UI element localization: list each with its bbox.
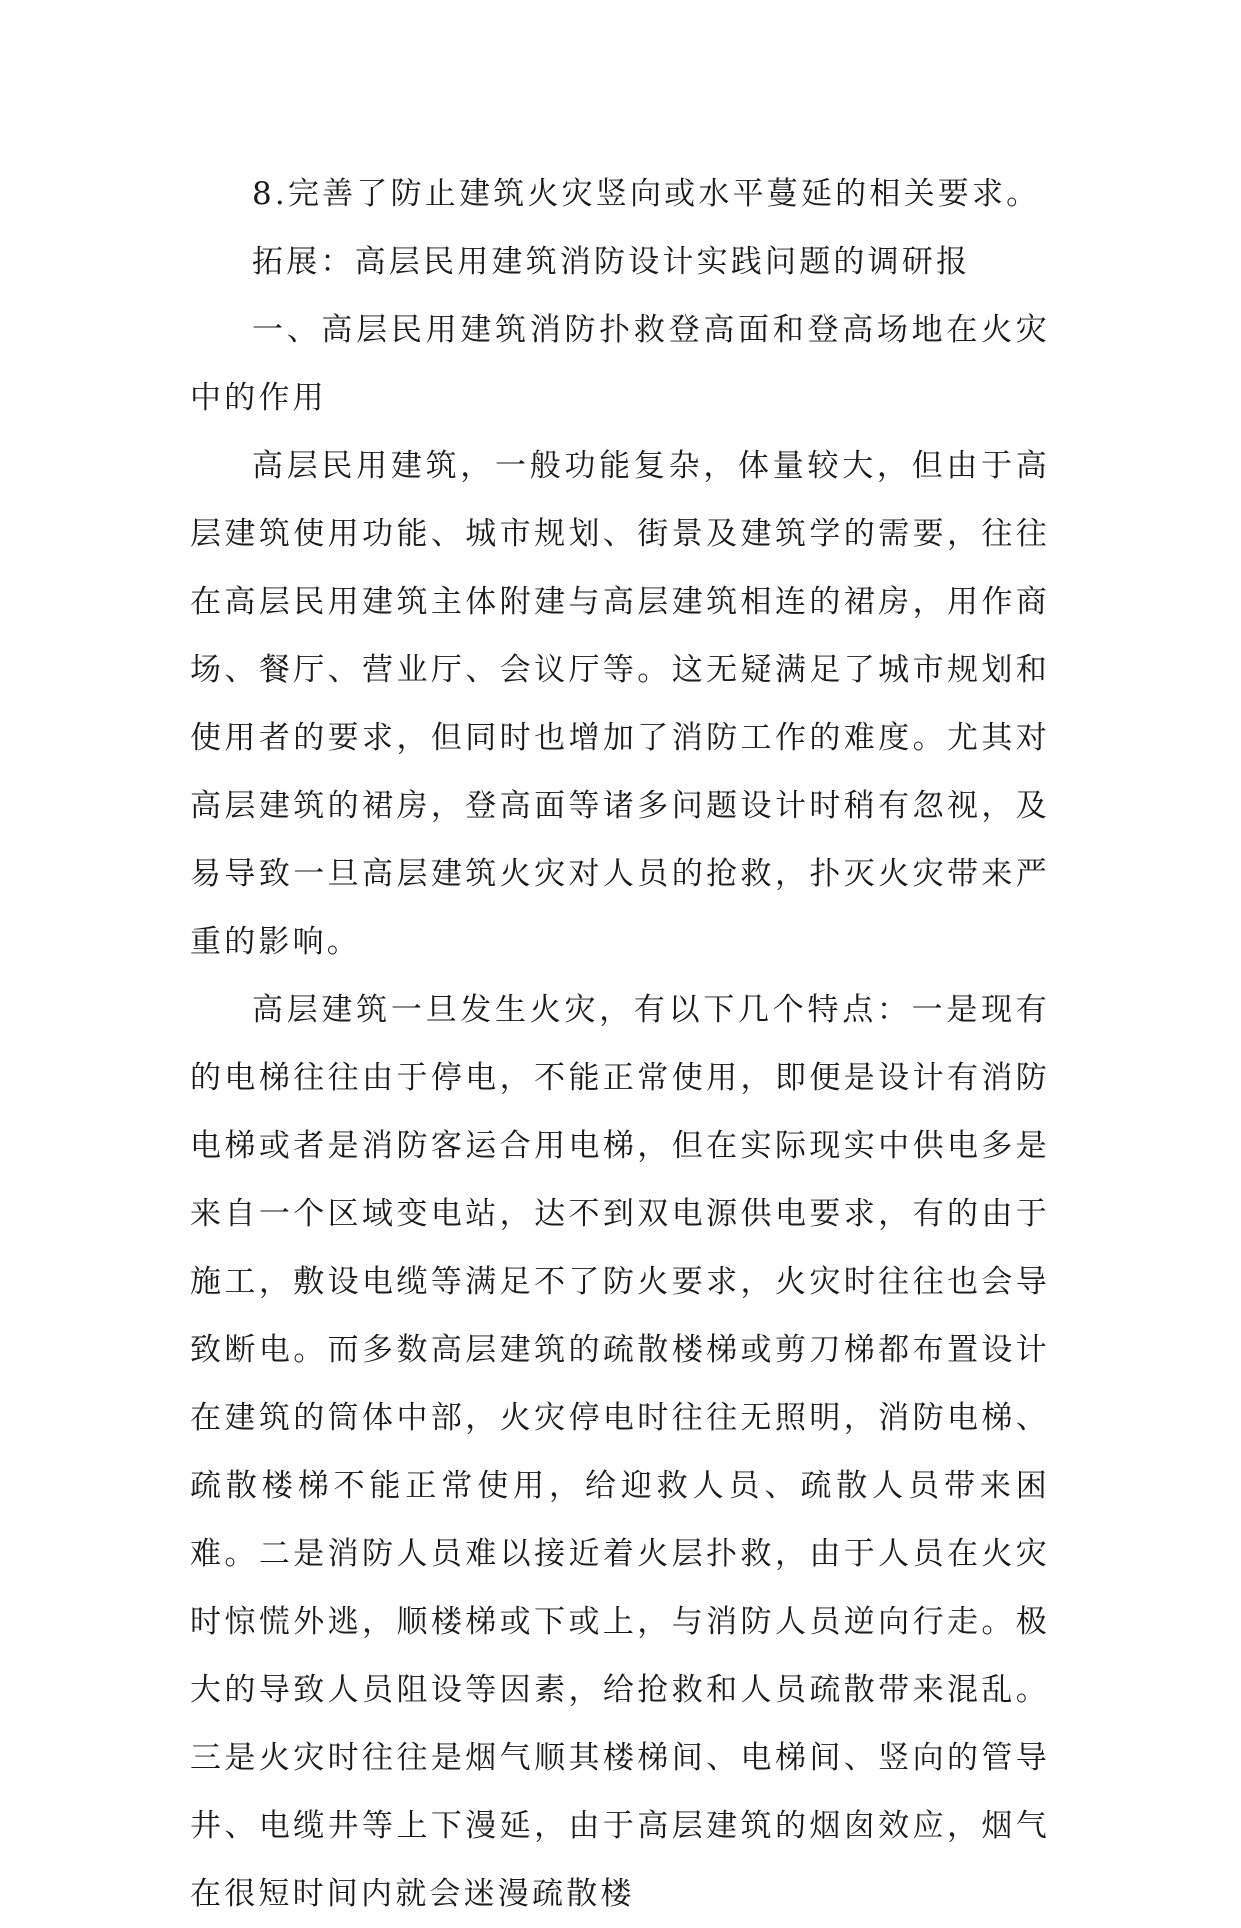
section-heading-1: 一、高层民用建筑消防扑救登高面和登高场地在火灾中的作用 <box>190 312 1050 416</box>
paragraph-body: 高层建筑一旦发生火灾，有以下几个特点：一是现有的电梯往往由于停电，不能正常使用，即便是设计有消防电梯或者是消防客运合用电梯，但在实际现实中供电多是来自一个区域变电站，达不到双电源供电要求，有的由于施工，敷设电缆等满足不了防火要求，火灾时往往也会导致断电。而多数高层建筑的疏散楼梯或剪刀梯都布置设计在建筑的筒体中部，火灾停电时往往无照明，消防电梯、疏散楼梯不能正常使用，给迎救人员、疏散人员带来困难。二是消防人员难以接近着火层扑救，由于人员在火灾时惊慌外逃，顺楼梯或下或上，与消防人员逆向行走。极大的导致人员阻设等因素，给抢救和人员疏散带来混乱。三是火灾时往往是烟气顺其楼梯间、电梯间、竖向的管导井、电缆井等上下漫延，由于高层建筑的烟囱效应，烟气在很短时间内就会迷漫疏散楼 <box>190 992 1050 1912</box>
document-body <box>190 160 1050 1928</box>
paragraph-body: 高层民用建筑，一般功能复杂，体量较大，但由于高层建筑使用功能、城市规划、街景及建筑学的需要，往往在高层民用建筑主体附建与高层建筑相连的裙房，用作商场、餐厅、营业厅、会议厅等。这无疑满足了城市规划和使用者的要求，但同时也增加了消防工作的难度。尤其对高层建筑的裙房，登高面等诸多问题设计时稍有忽视，及易导致一旦高层建筑火灾对人员的抢救，扑灭火灾带来严重的影响。 <box>190 448 1050 960</box>
paragraph-extension-heading: 拓展：高层民用建筑消防设计实践问题的调研报 <box>252 244 971 280</box>
paragraph-item-8: 8.完善了防止建筑火灾竖向或水平蔓延的相关要求。 <box>252 176 1041 212</box>
